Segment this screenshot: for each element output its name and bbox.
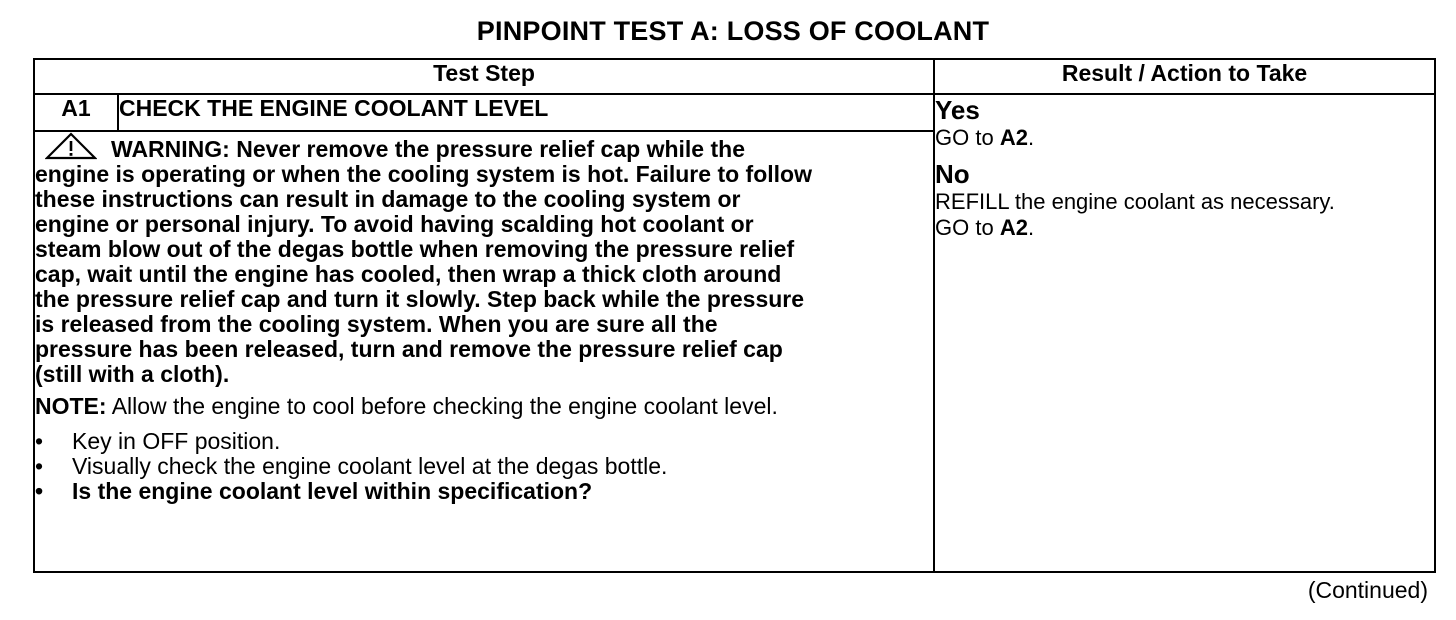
result-no-action: REFILL the engine coolant as necessary.: [935, 189, 1335, 214]
goto-target-link[interactable]: A2: [999, 125, 1028, 150]
warning-paragraph: [35, 132, 815, 387]
result-action-header: Result / Action to Take: [934, 59, 1435, 94]
goto-target-link[interactable]: A2: [999, 215, 1028, 240]
warning-text: WARNING: Never remove the pressure relief cap while the engine is operating or when the cooling system is hot. Failure to follow these instructions can result in damage to the cooling system or engine or personal injury. To avoid having scalding hot coolant or steam blow out of the degas bottle when removing the pressure relief cap, wait until the engine has cooled, then wrap a thick cloth around the pressure relief cap and turn it slowly. Step back while the pressure is released from the cooling system. When you are sure all the pressure has been released, turn and remove the pressure relief cap (still with a cloth).: [35, 136, 812, 387]
result-no-goto: [935, 215, 1434, 241]
step-title: CHECK THE ENGINE COOLANT LEVEL: [118, 94, 934, 131]
note-label: NOTE:: [35, 393, 107, 419]
result-yes-goto: [935, 125, 1434, 151]
note-text: Allow the engine to cool before checking the engine coolant level.: [111, 393, 778, 419]
list-item: • Key in OFF position.: [35, 429, 933, 454]
goto-prefix: GO to: [935, 215, 994, 240]
warning-triangle-icon: [45, 132, 97, 160]
list-item: • Visually check the engine coolant level at the degas bottle.: [35, 454, 933, 479]
step-body: [34, 131, 934, 572]
goto-suffix: .: [1027, 125, 1035, 150]
result-cell: [934, 94, 1435, 572]
test-step-header: Test Step: [34, 59, 934, 94]
pinpoint-test-table: [33, 58, 1436, 573]
goto-prefix: GO to: [935, 125, 994, 150]
page-title: PINPOINT TEST A: LOSS OF COOLANT: [476, 16, 990, 46]
result-yes-label: Yes: [935, 95, 980, 125]
continued-label: (Continued): [1307, 577, 1428, 603]
step-id: A1: [34, 94, 118, 131]
check-list: [35, 429, 933, 504]
step-title-row: [34, 94, 1435, 131]
list-item-question: • Is the engine coolant level within specification?: [35, 479, 933, 504]
goto-suffix: .: [1027, 215, 1035, 240]
result-no: [935, 159, 1434, 241]
result-no-label: No: [935, 159, 970, 189]
result-yes: [935, 95, 1434, 151]
table-header-row: [34, 59, 1435, 94]
note-paragraph: [35, 394, 815, 419]
